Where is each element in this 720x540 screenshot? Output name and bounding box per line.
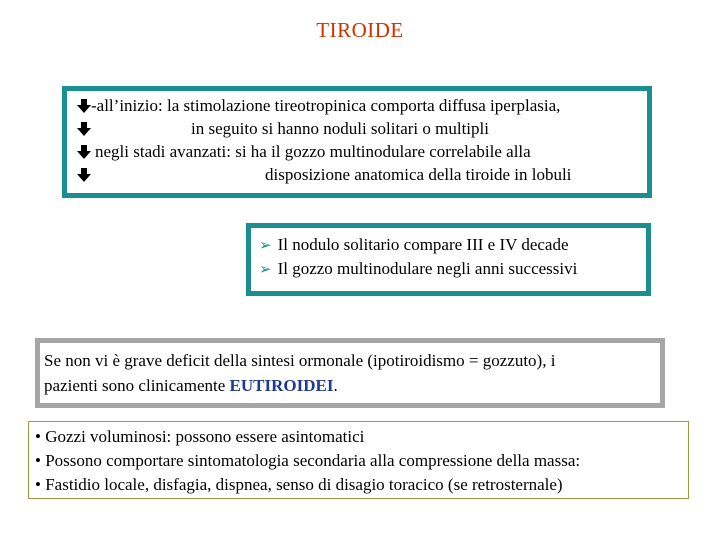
down-arrow-icon xyxy=(77,168,91,182)
symptoms-box xyxy=(28,421,689,499)
euthyroid-suffix: . xyxy=(333,376,338,395)
nodule-text: Il nodulo solitario compare III e IV decade xyxy=(277,235,569,254)
down-arrow-icon xyxy=(77,122,91,136)
down-arrow-icon xyxy=(77,99,91,113)
symptom-item: • Gozzi voluminosi: possono essere asintomatici xyxy=(35,427,365,446)
euthyroid-line-2 xyxy=(44,374,338,398)
chevron-right-icon: ➢ xyxy=(259,260,272,278)
stage-text: negli stadi avanzati: si ha il gozzo multinodulare correlabile alla xyxy=(95,142,531,161)
euthyroid-highlight: EUTIROIDEI xyxy=(229,376,334,395)
down-arrow-icon xyxy=(77,145,91,159)
stage-text: in seguito si hanno noduli solitari o multipli xyxy=(191,119,489,138)
stages-box xyxy=(62,86,652,198)
symptom-item: • Fastidio locale, disfagia, dispnea, senso di disagio toracico (se retrosternale) xyxy=(35,475,563,494)
symptom-item: • Possono comportare sintomatologia secondaria alla compressione della massa: xyxy=(35,451,581,470)
euthyroid-line-1: Se non vi è grave deficit della sintesi ormonale (ipotiroidismo = gozzuto), i xyxy=(44,351,556,370)
euthyroid-prefix: pazienti sono clinicamente xyxy=(44,376,230,395)
euthyroid-box xyxy=(35,338,665,408)
stage-text: -all’inizio: la stimolazione tireotropinica comporta diffusa iperplasia, xyxy=(91,96,561,115)
stage-text: disposizione anatomica della tiroide in lobuli xyxy=(265,165,572,184)
chevron-right-icon: ➢ xyxy=(259,236,272,254)
nodule-line-2 xyxy=(259,258,577,280)
nodule-age-box xyxy=(246,223,651,296)
nodule-line-1 xyxy=(259,234,569,256)
slide-title: TIROIDE xyxy=(316,18,404,42)
nodule-text: Il gozzo multinodulare negli anni successivi xyxy=(277,259,578,278)
